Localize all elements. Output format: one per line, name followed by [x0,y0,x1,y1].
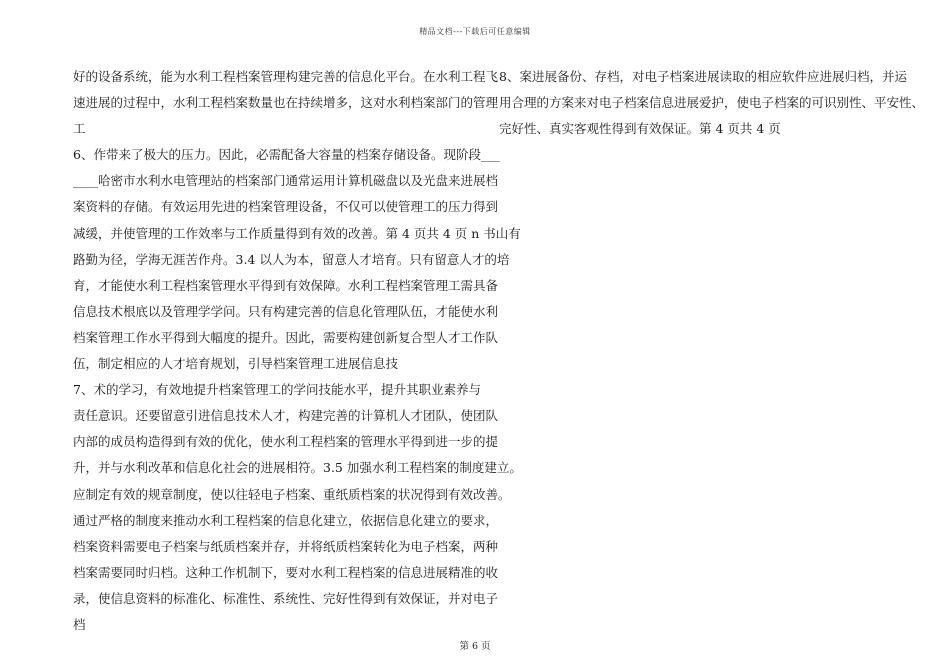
text-line: ____哈密市水利水电管理站的档案部门通常运用计算机磁盘以及光盘来进展档 [73,173,499,189]
text-line: 8、案进展备份、存档，对电子档案进展读取的相应软件应进展归档，并运 [499,69,907,84]
text-line: 通过严格的制度来推动水利工程档案的信息化建立，依据信息化建立的要求， [73,512,499,528]
text-line: 好的设备系统，能为水利工程档案管理构建完善的信息化平台。在水利工程飞 [73,69,499,84]
left-column [73,64,522,638]
text-line: 用合理的方案来对电子档案信息进展爱护，使电子档案的可识别性、平安性、 [499,95,925,111]
text-line: 育，才能使水利工程档案管理水平得到有效保障。水利工程档案管理工需具备 [73,277,499,293]
text-line: 档案管理工作水平得到大幅度的提升。因此，需要构建创新复合型人才工作队 [73,329,499,345]
text-line: 案资料的存储。有效运用先进的档案管理设备，不仅可以使管理工的压力得到 [73,199,499,215]
text-line: 伍，制定相应的人才培育规划，引导档案管理工进展信息技 [73,356,399,372]
text-line: 责任意识。还要留意引进信息技术人才，构建完善的计算机人才团队，使团队 [73,408,499,424]
text-line: 档 [73,616,86,632]
text-line: 应制定有效的规章制度，使以往轻电子档案、重纸质档案的状况得到有效改善。 [73,486,511,502]
text-line: 信息技术根底以及管理学学问。只有构建完善的信息化管理队伍，才能使水利 [73,303,499,319]
text-line: 档案资料需要电子档案与纸质档案并存，并将纸质档案转化为电子档案，两种 [73,538,499,554]
text-line: 6、作带来了极大的压力。因此，必需配备大容量的档案存储设备。现阶段___ [73,147,500,163]
text-line: 工 [73,121,86,137]
text-line: 完好性、真实客观性得到有效保证。第 4 页共 4 页 [499,121,781,137]
right-column [499,64,925,142]
text-line: 录，使信息资料的标准化、标准性、系统性、完好性得到有效保证，并对电子 [73,590,499,606]
page-header: 精品文档---下载后可任意编辑 [419,27,531,36]
text-line: 减缓，并使管理的工作效率与工作质量得到有效的改善。第 4 页共 4 页 n 书山有 [73,225,521,241]
text-line: 路勤为径，学海无涯苦作舟。3.4 以人为本，留意人才培育。只有留意人才的培 [73,251,510,267]
text-line: 档案需要同时归档。这种工作机制下，要对水利工程档案的信息进展精准的收 [73,564,499,580]
page-number: 第 6 页 [459,641,491,652]
text-line: 内部的成员构造得到有效的优化，使水利工程档案的管理水平得到进一步的提 [73,434,499,450]
text-line: 速进展的过程中，水利工程档案数量也在持续增多，这对水利档案部门的管理 [73,95,499,111]
text-line: 7、术的学习，有效地提升档案管理工的学问技能水平，提升其职业素养与 [73,382,481,398]
text-line: 升，并与水利改革和信息化社会的进展相符。3.5 加强水利工程档案的制度建立。 [73,460,522,476]
